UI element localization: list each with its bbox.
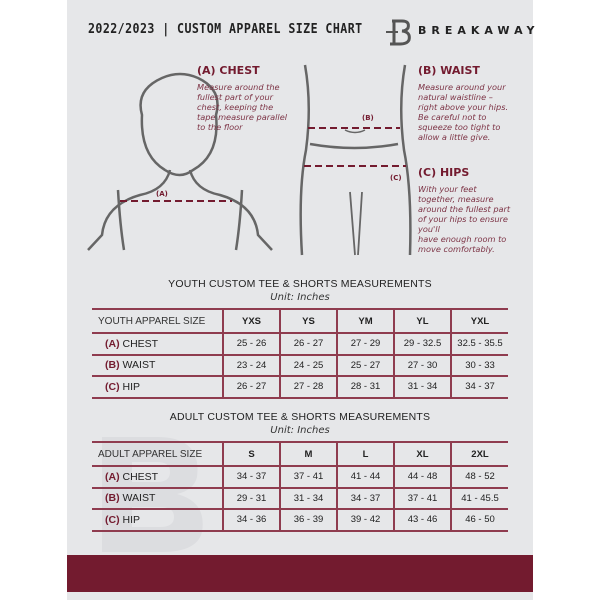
row-name: HIP xyxy=(122,513,141,526)
desc-line: to the floor xyxy=(197,122,243,132)
size-label: YM xyxy=(337,309,394,333)
row-name: WAIST xyxy=(122,359,156,372)
row-name: WAIST xyxy=(122,492,156,505)
table-cell: 31 - 34 xyxy=(394,376,451,398)
size-label: S xyxy=(223,442,280,466)
row-label xyxy=(92,333,223,355)
chest-description xyxy=(197,82,287,132)
row-label xyxy=(92,355,223,377)
size-label: YXL xyxy=(451,309,508,333)
table-cell: 24 - 25 xyxy=(280,355,337,377)
table-cell: 30 - 33 xyxy=(451,355,508,377)
table-cell: 36 - 39 xyxy=(280,509,337,531)
size-label: 2XL xyxy=(451,442,508,466)
youth-table-title: YOUTH CUSTOM TEE & SHORTS MEASUREMENTS xyxy=(168,278,432,290)
table-cell: 46 - 50 xyxy=(451,509,508,531)
size-label: YS xyxy=(280,309,337,333)
table-cell: 41 - 44 xyxy=(337,466,394,488)
youth-unit: Unit: Inches xyxy=(270,292,330,303)
row-key: (B) xyxy=(105,359,120,372)
waist-marker: (B) xyxy=(362,114,374,122)
desc-line: together, measure xyxy=(418,194,494,204)
table-row xyxy=(92,355,508,377)
row-name: HIP xyxy=(122,380,141,393)
table-cell: 25 - 27 xyxy=(337,355,394,377)
chest-marker: (A) xyxy=(156,190,168,198)
table-cell: 26 - 27 xyxy=(280,333,337,355)
table-cell: 29 - 32.5 xyxy=(394,333,451,355)
table-cell: 25 - 26 xyxy=(223,333,280,355)
row-label xyxy=(92,376,223,398)
lower-body-figure-icon xyxy=(301,65,411,255)
size-label: L xyxy=(337,442,394,466)
table-cell: 41 - 45.5 xyxy=(451,488,508,510)
table-row xyxy=(92,376,508,398)
adult-table-title: ADULT CUSTOM TEE & SHORTS MEASUREMENTS xyxy=(169,411,431,423)
adult-unit: Unit: Inches xyxy=(270,425,330,436)
size-header: YOUTH APPAREL SIZE xyxy=(92,309,223,333)
table-cell: 39 - 42 xyxy=(337,509,394,531)
row-label xyxy=(92,488,223,510)
table-cell: 26 - 27 xyxy=(223,376,280,398)
row-key: (B) xyxy=(105,492,120,505)
size-header: ADULT APPAREL SIZE xyxy=(92,442,223,466)
table-cell: 34 - 37 xyxy=(223,466,280,488)
youth-size-table xyxy=(92,308,508,399)
adult-size-table xyxy=(92,441,508,532)
waist-description xyxy=(418,82,508,142)
table-cell: 32.5 - 35.5 xyxy=(451,333,508,355)
waist-title: (B) WAIST xyxy=(418,64,480,77)
table-cell: 31 - 34 xyxy=(280,488,337,510)
desc-line: chest, keeping the xyxy=(197,102,274,112)
desc-line: natural waistline – xyxy=(418,92,493,102)
desc-line: you'll xyxy=(418,224,440,234)
header-row xyxy=(92,442,508,466)
table-cell: 34 - 37 xyxy=(337,488,394,510)
header-row xyxy=(92,309,508,333)
desc-line: With your feet xyxy=(418,184,477,194)
table-row xyxy=(92,466,508,488)
table-cell: 48 - 52 xyxy=(451,466,508,488)
row-name: CHEST xyxy=(122,337,159,350)
desc-line: of your hips to ensure xyxy=(418,214,508,224)
desc-line: tape measure parallel xyxy=(197,112,288,122)
size-label: M xyxy=(280,442,337,466)
row-key: (A) xyxy=(105,337,120,350)
size-label: YXS xyxy=(223,309,280,333)
size-label: YL xyxy=(394,309,451,333)
desc-line: allow a little give. xyxy=(418,132,491,142)
table-cell: 34 - 36 xyxy=(223,509,280,531)
row-label xyxy=(92,509,223,531)
row-name: CHEST xyxy=(122,470,159,483)
hip-marker: (C) xyxy=(390,174,402,182)
row-key: (A) xyxy=(105,470,120,483)
table-cell: 29 - 31 xyxy=(223,488,280,510)
table-cell: 23 - 24 xyxy=(223,355,280,377)
table-cell: 44 - 48 xyxy=(394,466,451,488)
brand-name: BREAKAWAY xyxy=(418,24,540,37)
table-cell: 43 - 46 xyxy=(394,509,451,531)
table-cell: 37 - 41 xyxy=(280,466,337,488)
chest-guide xyxy=(197,64,287,132)
page-title: 2022/2023 | CUSTOM APPAREL SIZE CHART xyxy=(88,21,363,37)
desc-line: right above your hips. xyxy=(418,102,509,112)
size-label: XL xyxy=(394,442,451,466)
chest-title: (A) CHEST xyxy=(197,64,260,77)
table-row xyxy=(92,333,508,355)
desc-line: around the fullest part xyxy=(418,204,511,214)
table-cell: 27 - 28 xyxy=(280,376,337,398)
desc-line: Measure around your xyxy=(418,82,506,92)
desc-line: Be careful not to xyxy=(418,112,487,122)
desc-line: fullest part of your xyxy=(197,92,274,102)
footer-band xyxy=(67,555,533,592)
hips-guide xyxy=(418,166,510,254)
table-row xyxy=(92,509,508,531)
table-cell: 27 - 29 xyxy=(337,333,394,355)
waist-guide xyxy=(418,64,508,142)
table-cell: 27 - 30 xyxy=(394,355,451,377)
table-cell: 28 - 31 xyxy=(337,376,394,398)
desc-line: move comfortably. xyxy=(418,244,495,254)
row-label xyxy=(92,466,223,488)
hips-title: (C) HIPS xyxy=(418,166,470,179)
table-row xyxy=(92,488,508,510)
table-cell: 37 - 41 xyxy=(394,488,451,510)
breakaway-logo-icon xyxy=(384,18,414,46)
desc-line: Measure around the xyxy=(197,82,280,92)
row-key: (C) xyxy=(105,380,120,393)
row-key: (C) xyxy=(105,513,120,526)
hips-description xyxy=(418,184,510,254)
desc-line: have enough room to xyxy=(418,234,507,244)
table-cell: 34 - 37 xyxy=(451,376,508,398)
desc-line: squeeze too tight to xyxy=(418,122,501,132)
